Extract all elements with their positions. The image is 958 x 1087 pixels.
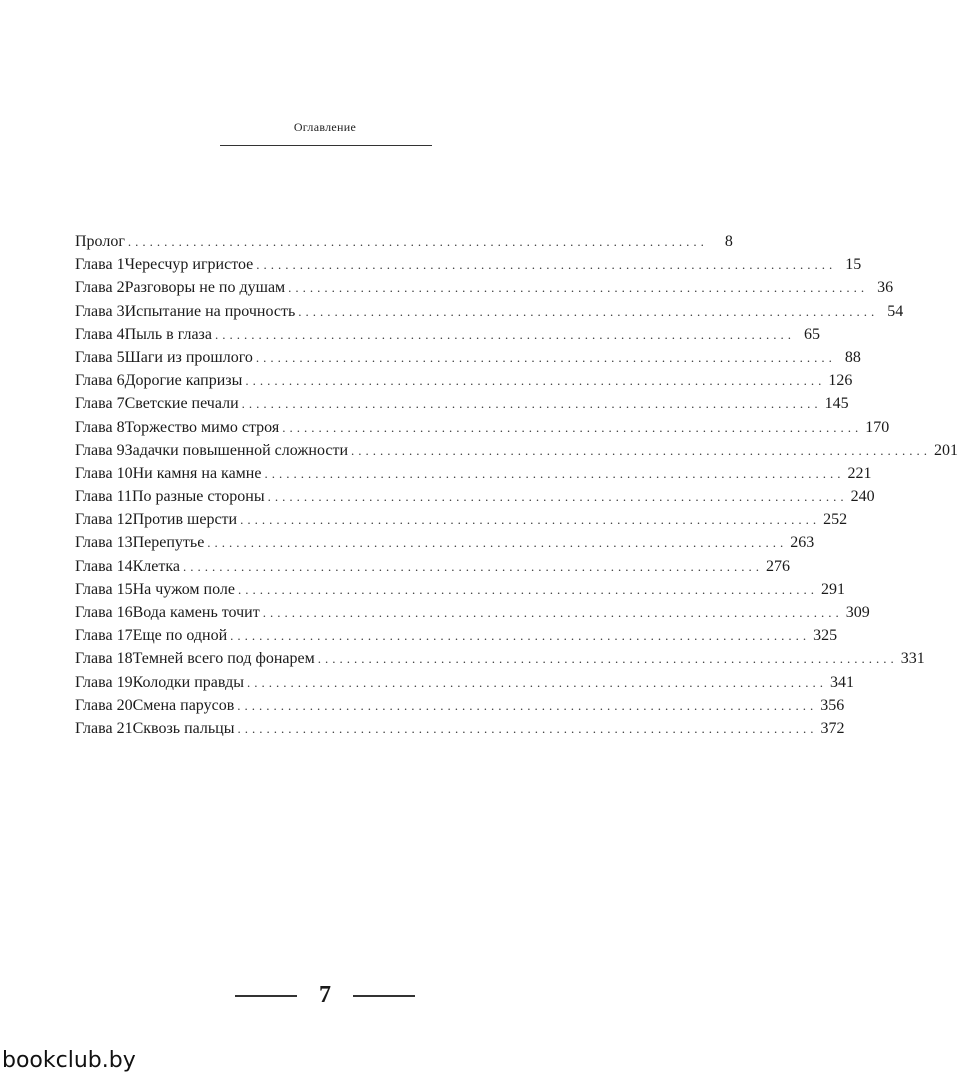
toc-chapter-label: Глава 11 (75, 488, 132, 506)
toc-page-number: 325 (813, 627, 838, 645)
toc-page-number: 145 (824, 395, 849, 413)
toc-page-number: 54 (887, 302, 904, 320)
toc-leader-dots: ................................................................................ (246, 674, 827, 690)
toc-leader-dots: ................................................................................ (230, 628, 811, 644)
toc-leader-dots: ................................................................................ (240, 512, 821, 528)
toc-leader-dots: ................................................................................ (255, 349, 836, 365)
toc-entry (75, 323, 820, 346)
toc-chapter-label: Глава 3 (75, 302, 125, 320)
toc-leader-dots: ................................................................................ (282, 419, 863, 435)
toc-title: Вода камень точит (132, 604, 260, 621)
watermark: bookclub.by (0, 1043, 152, 1079)
toc-page-number: 356 (820, 696, 845, 714)
footer-rule-right (353, 995, 415, 997)
toc-entry (75, 485, 875, 508)
toc-entry (75, 276, 894, 299)
toc-entry (75, 369, 853, 392)
toc-leader-dots: ................................................................................ (214, 326, 795, 342)
toc-entry (75, 578, 845, 601)
toc-page-number: 221 (847, 464, 872, 482)
toc-title: Перепутье (132, 534, 205, 552)
toc-chapter-label: Глава 1 (75, 256, 125, 274)
toc-title: Испытание на прочность (124, 302, 296, 320)
toc-page-number: 341 (829, 673, 854, 691)
toc-leader-dots: ................................................................................ (317, 651, 898, 667)
toc-leader-dots: ................................................................................ (351, 442, 932, 458)
toc-chapter-label: Глава 5 (75, 348, 125, 366)
toc-title: По разные стороны (131, 488, 265, 506)
toc-page-number: 15 (845, 256, 862, 274)
toc-chapter-label: Глава 10 (75, 464, 133, 482)
toc-title: Против шерсти (132, 511, 238, 529)
toc-title: Дорогие капризы (124, 372, 243, 390)
toc-entry (75, 694, 845, 717)
toc-page-number: 291 (820, 580, 845, 598)
toc-page-number: 252 (823, 511, 848, 529)
toc-chapter-label: Глава 21 (75, 719, 133, 737)
toc-leader-dots: ................................................................................ (288, 280, 869, 296)
toc-chapter-label: Глава 2 (75, 279, 125, 297)
toc-chapter-label: Глава 19 (75, 673, 133, 691)
toc-title: Темней всего под фонарем (132, 650, 315, 668)
toc-title: Торжество мимо строя (124, 418, 280, 436)
toc-leader-dots: ................................................................................ (264, 465, 845, 481)
toc-title: Пыль в глаза (124, 325, 212, 343)
toc-leader-dots: ................................................................................ (182, 558, 763, 574)
toc-page-number: 36 (877, 279, 894, 297)
toc-chapter-label: Глава 7 (75, 395, 125, 413)
toc-leader-dots: ................................................................................ (298, 303, 879, 319)
toc-leader-dots: ................................................................................ (256, 257, 837, 273)
toc-page-number: 309 (845, 604, 870, 621)
toc-page-number: 331 (900, 650, 925, 668)
toc-chapter-label: Глава 9 (75, 441, 125, 459)
toc-leader-dots: ................................................................................ (262, 605, 843, 620)
toc-page-number: 263 (790, 534, 815, 552)
toc-title: Смена парусов (132, 696, 235, 714)
toc-entry (75, 531, 815, 554)
toc-title: Задачки повышенной сложности (124, 441, 349, 459)
toc-entry (75, 508, 848, 531)
footer-rule-left (235, 995, 297, 997)
toc-entry (75, 392, 849, 415)
toc-page-number: 8 (724, 233, 733, 250)
toc-entry (75, 439, 958, 462)
toc-chapter-label: Глава 15 (75, 580, 133, 598)
toc-title: Чересчур игристое (124, 256, 254, 274)
toc-entry (75, 555, 790, 578)
toc-page-number: 372 (820, 719, 845, 737)
toc-chapter-label: Глава 20 (75, 696, 133, 714)
toc-entry (75, 462, 872, 485)
toc-page-number: 240 (850, 488, 875, 506)
toc-entry (75, 624, 838, 647)
toc-entry (75, 416, 890, 439)
toc-title: Разговоры не по душам (124, 279, 286, 297)
toc-entry (75, 253, 862, 276)
toc-page-number: 126 (828, 372, 853, 390)
toc-leader-dots: ................................................................................ (237, 581, 818, 597)
toc-entry (75, 671, 854, 694)
toc-title: Сквозь пальцы (132, 719, 235, 737)
toc-chapter-label: Глава 4 (75, 325, 125, 343)
header-rule (220, 145, 432, 146)
toc-leader-dots: ................................................................................ (237, 697, 818, 713)
toc-leader-dots: ................................................................................ (127, 234, 708, 249)
toc-title: На чужом поле (132, 580, 235, 598)
toc-chapter-label: Глава 13 (75, 534, 133, 552)
toc-title: Шаги из прошлого (124, 348, 253, 366)
toc-leader-dots: ................................................................................ (267, 489, 848, 505)
toc-title: Пролог (75, 233, 125, 250)
toc-leader-dots: ................................................................................ (245, 373, 826, 389)
toc-chapter-label: Глава 18 (75, 650, 133, 668)
toc-title: Еще по одной (132, 627, 228, 645)
toc-page-number: 170 (865, 418, 890, 436)
toc-leader-dots: ................................................................................ (237, 720, 818, 736)
toc-leader-dots: ................................................................................ (207, 535, 788, 551)
page-header-title: Оглавление (293, 120, 357, 134)
toc-page-number: 65 (803, 325, 820, 343)
toc-title: Колодки правды (132, 673, 244, 691)
toc-chapter-label: Глава 16 (75, 604, 133, 621)
toc-title: Клетка (132, 557, 180, 575)
toc-entry (75, 717, 845, 740)
page-number: 7 (319, 982, 331, 1008)
toc-page-number: 201 (934, 441, 958, 459)
table-of-contents (75, 230, 958, 740)
toc-page-number: 88 (844, 348, 861, 366)
toc-entry (75, 300, 904, 323)
toc-entry (75, 647, 925, 670)
page-footer (0, 982, 650, 1009)
toc-entry (75, 346, 861, 369)
toc-chapter-label: Глава 6 (75, 372, 125, 390)
toc-chapter-label: Глава 14 (75, 557, 133, 575)
toc-chapter-label: Глава 8 (75, 418, 125, 436)
toc-chapter-label: Глава 12 (75, 511, 133, 529)
toc-chapter-label: Глава 17 (75, 627, 133, 645)
toc-page-number: 276 (765, 557, 790, 575)
toc-title: Ни камня на камне (132, 464, 262, 482)
toc-entry (75, 230, 733, 253)
toc-title: Светские печали (124, 395, 239, 413)
toc-entry (75, 601, 870, 624)
toc-leader-dots: ................................................................................ (241, 396, 822, 412)
